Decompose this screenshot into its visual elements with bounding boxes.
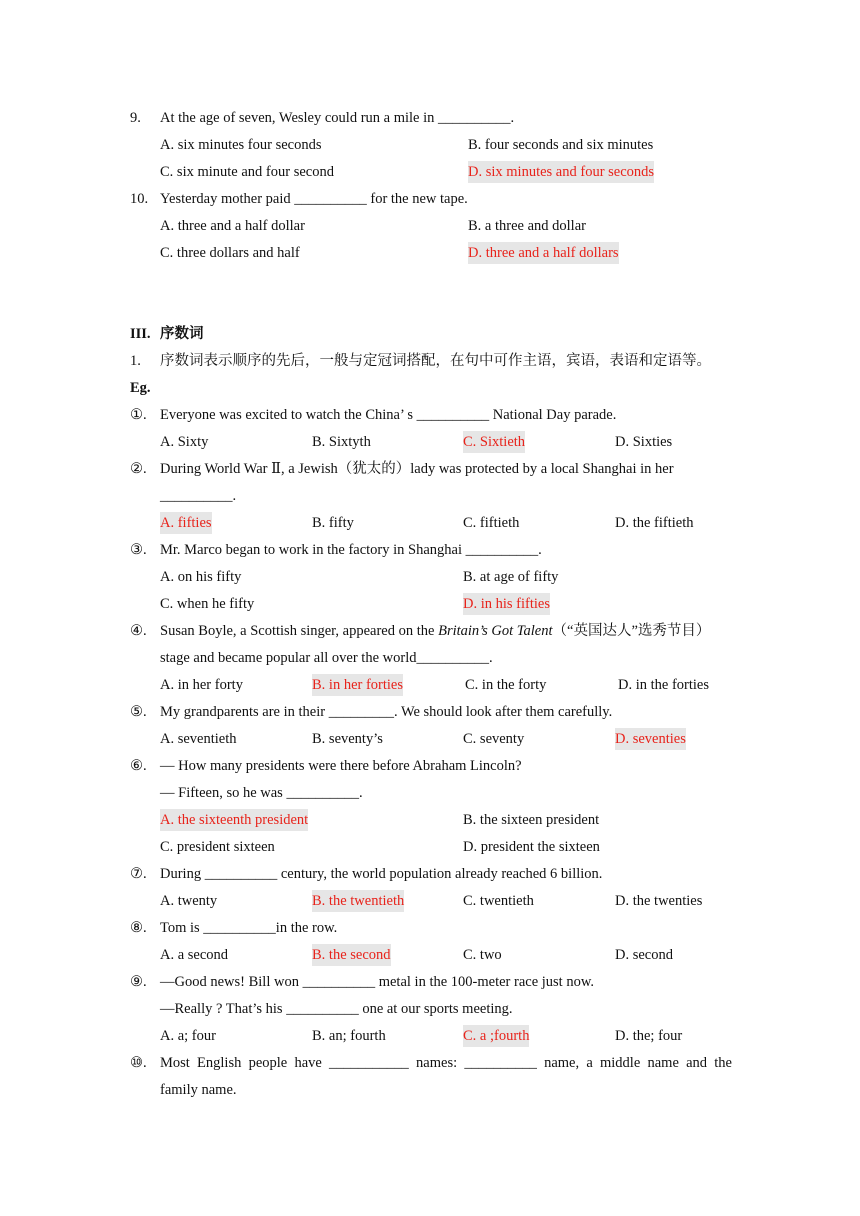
option-c: C. in the forty bbox=[465, 677, 547, 693]
example-number: ⑥. bbox=[130, 758, 147, 774]
option-a: A. three and a half dollar bbox=[160, 218, 305, 234]
question-number: 10. bbox=[130, 191, 149, 207]
option-a: A. on his fifty bbox=[160, 569, 242, 585]
example-stem-line2: —Really ? That’s his __________ one at our sports meeting. bbox=[160, 1001, 513, 1017]
option-b: B. the sixteen president bbox=[463, 812, 600, 828]
example-number: ⑤. bbox=[130, 704, 147, 720]
option-d: D. the twenties bbox=[615, 893, 703, 909]
eg-label: Eg. bbox=[130, 380, 151, 396]
example-number: ⑧. bbox=[130, 920, 147, 936]
answer-option-a: A. fifties bbox=[160, 512, 212, 534]
answer-option-a: A. the sixteenth president bbox=[160, 809, 308, 831]
example-stem: Most English people have ___________ names: __________ name, a middle name and the bbox=[160, 1055, 732, 1071]
option-a: A. six minutes four seconds bbox=[160, 137, 322, 153]
answer-option-c: C. a ;fourth bbox=[463, 1025, 529, 1047]
answer-option-d: D. seventies bbox=[615, 728, 686, 750]
show-title: Britain’s Got Talent bbox=[438, 623, 553, 639]
example-stem-line2: — Fifteen, so he was __________. bbox=[160, 785, 363, 801]
example-number: ③. bbox=[130, 542, 147, 558]
option-b: B. Sixtyth bbox=[312, 434, 371, 450]
option-c: C. three dollars and half bbox=[160, 245, 300, 261]
option-d: D. the fiftieth bbox=[615, 515, 694, 531]
answer-option-d: D. six minutes and four seconds bbox=[468, 161, 654, 183]
example-stem: Tom is __________in the row. bbox=[160, 920, 338, 936]
stem-part: Susan Boyle, a Scottish singer, appeared on the bbox=[160, 623, 439, 639]
example-number: ④. bbox=[130, 623, 147, 639]
option-d: D. Sixties bbox=[615, 434, 673, 450]
example-number: ①. bbox=[130, 407, 147, 423]
section-title: 序数词 bbox=[160, 326, 204, 342]
option-a: A. in her forty bbox=[160, 677, 243, 693]
option-d: D. second bbox=[615, 947, 673, 963]
example-stem-line2: __________. bbox=[160, 488, 237, 504]
answer-option-d: D. in his fifties bbox=[463, 593, 550, 615]
option-c: C. twentieth bbox=[463, 893, 534, 909]
option-b: B. a three and dollar bbox=[468, 218, 586, 234]
answer-option-c: C. Sixtieth bbox=[463, 431, 525, 453]
option-a: A. seventieth bbox=[160, 731, 237, 747]
example-stem: My grandparents are in their _________. We should look after them carefully. bbox=[160, 704, 613, 720]
option-b: B. at age of fifty bbox=[463, 569, 559, 585]
example-stem-line2: stage and became popular all over the world__________. bbox=[160, 650, 493, 666]
option-c: C. seventy bbox=[463, 731, 525, 747]
option-c: C. president sixteen bbox=[160, 839, 275, 855]
example-number: ⑩. bbox=[130, 1055, 147, 1071]
option-d: D. in the forties bbox=[618, 677, 710, 693]
option-d: D. the; four bbox=[615, 1028, 683, 1044]
option-c: C. fiftieth bbox=[463, 515, 520, 531]
example-stem bbox=[160, 620, 710, 642]
option-d: D. president the sixteen bbox=[463, 839, 600, 855]
question-number: 9. bbox=[130, 110, 141, 126]
option-b: B. four seconds and six minutes bbox=[468, 137, 654, 153]
stem-part: （“英国达人”选秀节目） bbox=[552, 623, 711, 639]
example-stem: —Good news! Bill won __________ metal in the 100-meter race just now. bbox=[160, 974, 594, 990]
example-number: ⑨. bbox=[130, 974, 147, 990]
answer-option-d: D. three and a half dollars bbox=[468, 242, 619, 264]
example-number: ②. bbox=[130, 461, 147, 477]
option-b: B. an; fourth bbox=[312, 1028, 386, 1044]
question-stem: Yesterday mother paid __________ for the new tape. bbox=[160, 191, 468, 207]
answer-option-b: B. in her forties bbox=[312, 674, 403, 696]
example-stem: During __________ century, the world population already reached 6 billion. bbox=[160, 866, 603, 882]
question-stem: At the age of seven, Wesley could run a mile in __________. bbox=[160, 110, 515, 126]
option-c: C. two bbox=[463, 947, 502, 963]
answer-option-b: B. the twentieth bbox=[312, 890, 404, 912]
option-a: A. a; four bbox=[160, 1028, 216, 1044]
example-stem: — How many presidents were there before Abraham Lincoln? bbox=[160, 758, 522, 774]
example-stem: During World War Ⅱ, a Jewish（犹太的）lady was protected by a local Shanghai in her bbox=[160, 461, 674, 477]
point-text: 序数词表示顺序的先后，一般与定冠词搭配，在句中可作主语，宾语，表语和定语等。 bbox=[160, 353, 711, 369]
option-c: C. when he fifty bbox=[160, 596, 255, 612]
section-roman: III. bbox=[130, 326, 151, 342]
option-b: B. fifty bbox=[312, 515, 354, 531]
option-b: B. seventy’s bbox=[312, 731, 383, 747]
option-a: A. twenty bbox=[160, 893, 218, 909]
example-number: ⑦. bbox=[130, 866, 147, 882]
example-stem: Mr. Marco began to work in the factory in Shanghai __________. bbox=[160, 542, 542, 558]
answer-option-b: B. the second bbox=[312, 944, 391, 966]
point-number: 1. bbox=[130, 353, 141, 369]
option-a: A. Sixty bbox=[160, 434, 209, 450]
option-c: C. six minute and four second bbox=[160, 164, 334, 180]
option-a: A. a second bbox=[160, 947, 229, 963]
example-stem-line2: family name. bbox=[160, 1082, 237, 1098]
example-stem: Everyone was excited to watch the China’ s __________ National Day parade. bbox=[160, 407, 617, 423]
